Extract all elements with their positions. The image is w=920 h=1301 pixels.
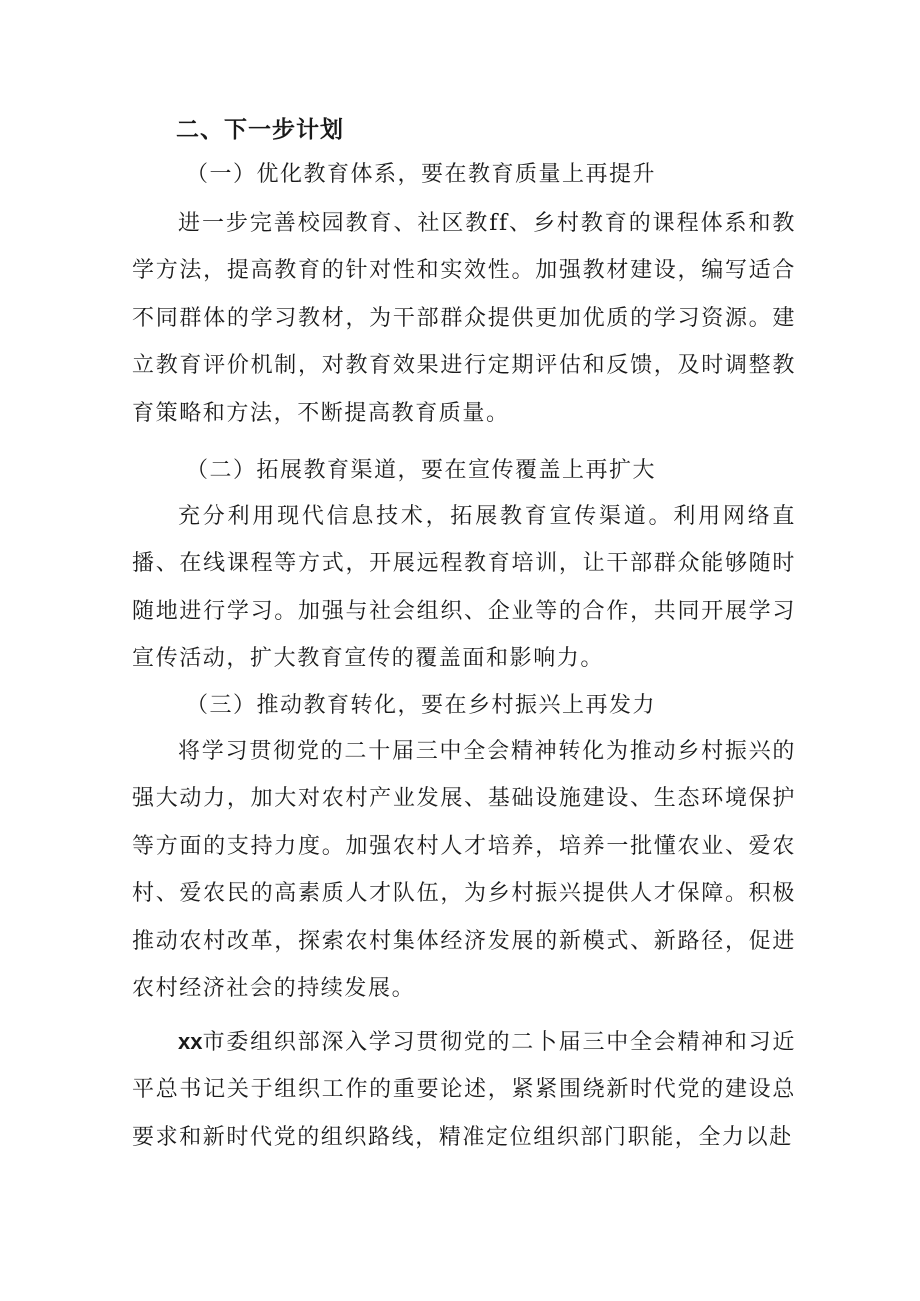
paragraph-3: 将学习贯彻党的二十届三中全会精神转化为推动乡村振兴的强大动力，加大对农村产业发展、基础设施建设、生态环境保护等方面的支持力度。加强农村人才培养，培养一批懂农业、爱农村、爱农民的高素质人才队伍，为乡村振兴提供人才保障。积极推动农村改革，探索农村集体经济发展的新模式、新路径，促进农村经济社会的持续发展。 [132, 739, 796, 1002]
closing-paragraph [132, 1018, 796, 1161]
section-title: 二、下一步计划 [176, 116, 344, 143]
closing-text: 市委组织部深入学习贯彻党的二卜届三中全会精神和习近平总书记关于组织工作的重要论述，紧紧围绕新时代党的建设总要求和新时代党的组织路线，精准定位组织部门职能，全力以赴 [132, 1030, 796, 1150]
paragraph-1: 进一步完善校园教育、社区教ff、乡村教育的课程体系和教学方法，提高教育的针对性和实效性。加强教材建设，编写适合不同群体的学习教材，为干部群众提供更加优质的学习资源。建立教育评价机制，对教育效果进行定期评估和反馈，及时调整教育策略和方法，不断提高教育质量。 [132, 211, 796, 426]
paragraph-2: 充分利用现代信息技术，拓展教育宣传渠道。利用网络直播、在线课程等方式，开展远程教育培训，让干部群众能够随时随地进行学习。加强与社会组织、企业等的合作，共同开展学习宣传活动，扩大教育宣传的覆盖面和影响力。 [132, 504, 796, 672]
subsection-heading-1: （一）优化教育体系，要在教育质量上再提升 [186, 162, 657, 187]
closing-prefix: xx [178, 1029, 203, 1054]
subsection-heading-2: （二）拓展教育渠道，要在宣传覆盖上再扩大 [186, 458, 657, 483]
subsection-heading-3: （三）推动教育转化，要在乡村振兴上再发力 [186, 693, 657, 718]
